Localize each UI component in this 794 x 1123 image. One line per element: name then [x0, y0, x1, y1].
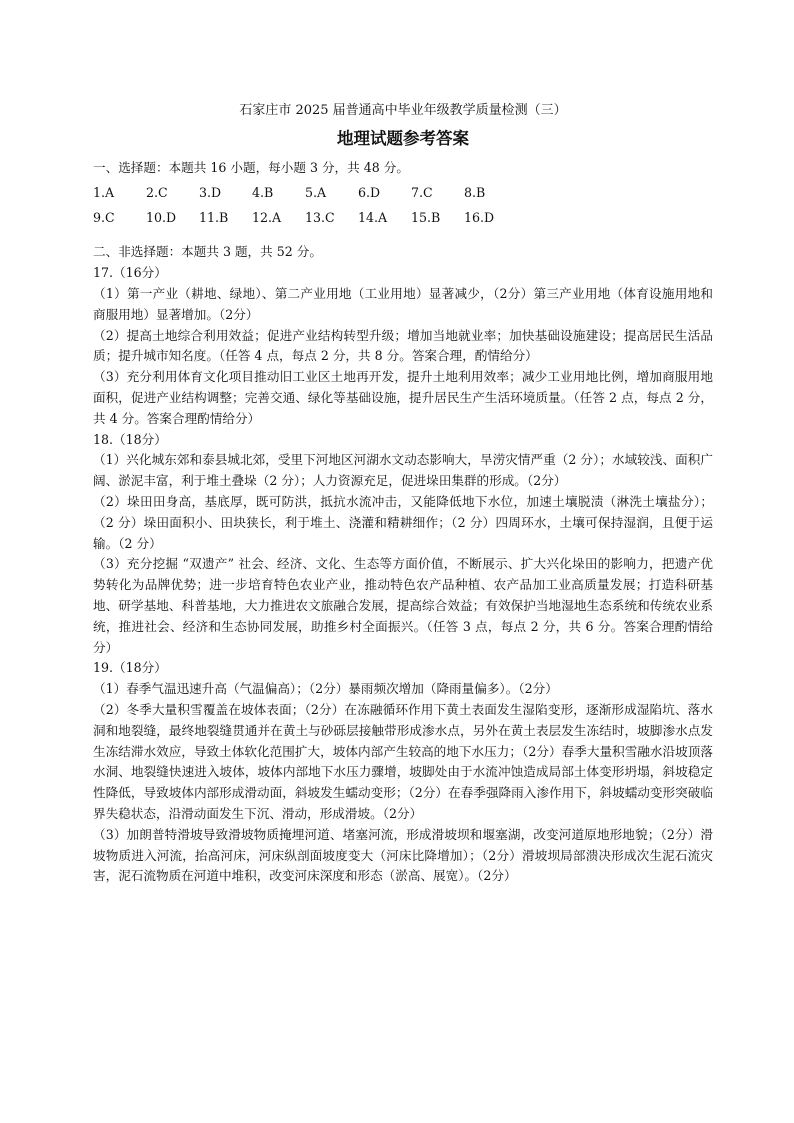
- section-spacer: [93, 228, 713, 242]
- answer-row-2: [93, 208, 713, 229]
- answer-item: 16.D: [464, 209, 495, 225]
- question-18-label: 18.（18分）: [93, 431, 167, 447]
- section-multiple-choice: [93, 158, 713, 228]
- answer-item: 7.C: [411, 184, 433, 200]
- question-17-part-2: （2）提高土地综合利用效益；促进产业结构转型升级；增加当地就业率；加快基础设施建设；提高居民生活品质；提升城市知名度。（任答 4 点，每点 2 分，共 8 分。答案合理，酌情给分）: [93, 327, 713, 364]
- answer-item: 2.C: [146, 184, 168, 200]
- answer-item: 4.B: [252, 184, 274, 200]
- question-19-part-3: （3）加朗普特滑坡导致滑坡物质掩埋河道、堵塞河流，形成滑坡坝和堰塞湖，改变河道原地形地貌；（2分）滑坡物质进入河流，抬高河床，河床纵剖面坡度变大（河床比降增加）；（2分）滑坡坝局部溃决形成次生泥石流灾害，泥石流物质在河道中堆积，改变河床深度和形态（淤高、展宽）。（2分）: [93, 826, 713, 884]
- answer-item: 3.D: [199, 184, 222, 200]
- question-17-label: 17.（16分）: [93, 265, 167, 281]
- document-subtitle: 地理试题参考答案: [337, 129, 469, 148]
- answer-row-1: [93, 183, 713, 204]
- section2-heading: 二、非选择题：本题共 3 题，共 52 分。: [93, 244, 322, 260]
- section-non-choice: [93, 242, 713, 887]
- answer-item: 9.C: [93, 209, 115, 225]
- question-19-part-2: （2）冬季大量积雪覆盖在坡体表面；（2分）在冻融循环作用下黄土表面发生湿陷变形，逐渐形成湿陷坑、落水洞和地裂缝，最终地裂缝贯通并在黄土与砂砾层接触带形成渗水点，另外在黄土表层发生冻结时，坡脚渗水点发生冻结滞水效应，导致土体软化范围扩大，坡体内部产生较高的地下水压力；（2分）春季大量积雪融水沿坡顶落水洞、地裂缝快速进入坡体，坡体内部地下水压力骤增，坡脚处由于水流冲蚀造成局部土体变形坍塌，斜坡稳定性降低，导致坡体内部形成滑动面，斜坡发生蠕动变形；（2分）在春季强降雨入渗作用下，斜坡蠕动变形突破临界失稳状态，沿滑动面发生下沉、滑动，形成滑坡。（2分）: [93, 701, 713, 821]
- answer-item: 12.A: [252, 209, 282, 225]
- answer-item: 1.A: [93, 184, 115, 200]
- answer-item: 13.C: [305, 209, 335, 225]
- answer-sheet: [93, 100, 713, 887]
- question-19-part-1: （1）春季气温迅速升高（气温偏高）；（2分）暴雨频次增加（降雨量偏多）。（2分）: [93, 681, 558, 697]
- answer-item: 10.D: [146, 209, 177, 225]
- question-18-part-2: （2）垛田田身高，基底厚，既可防洪，抵抗水流冲击，又能降低地下水位，加速土壤脱渍（淋洗土壤盐分）；（2 分）垛田面积小、田块狭长，利于堆土、浇灌和精耕细作；（2 分）四周环水，土壤可保持湿润，且便于运输。（2 分）: [93, 493, 713, 551]
- question-18-part-1: （1）兴化城东郊和泰县城北郊，受里下河地区河湖水文动态影响大，旱涝灾情严重（2 分）；水域较浅、面积广阔、淤泥丰富，利于堆土叠垛（2 分）；人力资源充足，促进垛田集群的形成。（2分）: [93, 452, 713, 489]
- answer-item: 5.A: [305, 184, 327, 200]
- answer-item: 6.D: [358, 184, 381, 200]
- question-17-part-3: （3）充分利用体育文化项目推动旧工业区土地再开发，提升土地利用效率；减少工业用地比例，增加商服用地面积，促进产业结构调整；完善交通、绿化等基础设施，提升居民生产生活环境质量。（任答 2 点，每点 2 分，共 4 分。答案合理酌情给分）: [93, 369, 713, 426]
- question-19-label: 19.（18分）: [93, 660, 167, 676]
- exam-title: 石家庄市 2025 届普通高中毕业年级教学质量检测（三）: [239, 103, 567, 118]
- section1-heading: 一、选择题：本题共 16 小题，每小题 3 分，共 48 分。: [93, 160, 409, 175]
- answer-item: 15.B: [411, 209, 441, 225]
- question-18-part-3: （3）充分挖掘 “双遗产” 社会、经济、文化、生态等方面价值，不断展示、扩大兴化垛田的影响力，把遗产优势转化为品牌优势；进一步培育特色农业产业，推动特色农产品种植、农产品加工业高质量发展；打造科研基地、研学基地、科普基地，大力推进农文旅融合发展，提高综合效益；有效保护当地湿地生态系统和传统农业系统，推进社会、经济和生态协同发展，助推乡村全面振兴。（任答 3 点，每点 2 分，共 6 分。答案合理酌情给分）: [93, 556, 713, 655]
- answer-item: 11.B: [199, 209, 229, 225]
- question-17-part-1: （1）第一产业（耕地、绿地）、第二产业用地（工业用地）显著减少，（2分）第三产业用地（体育设施用地和商服用地）显著增加。（2分）: [93, 285, 713, 322]
- answer-item: 8.B: [464, 184, 486, 200]
- answer-item: 14.A: [358, 209, 388, 225]
